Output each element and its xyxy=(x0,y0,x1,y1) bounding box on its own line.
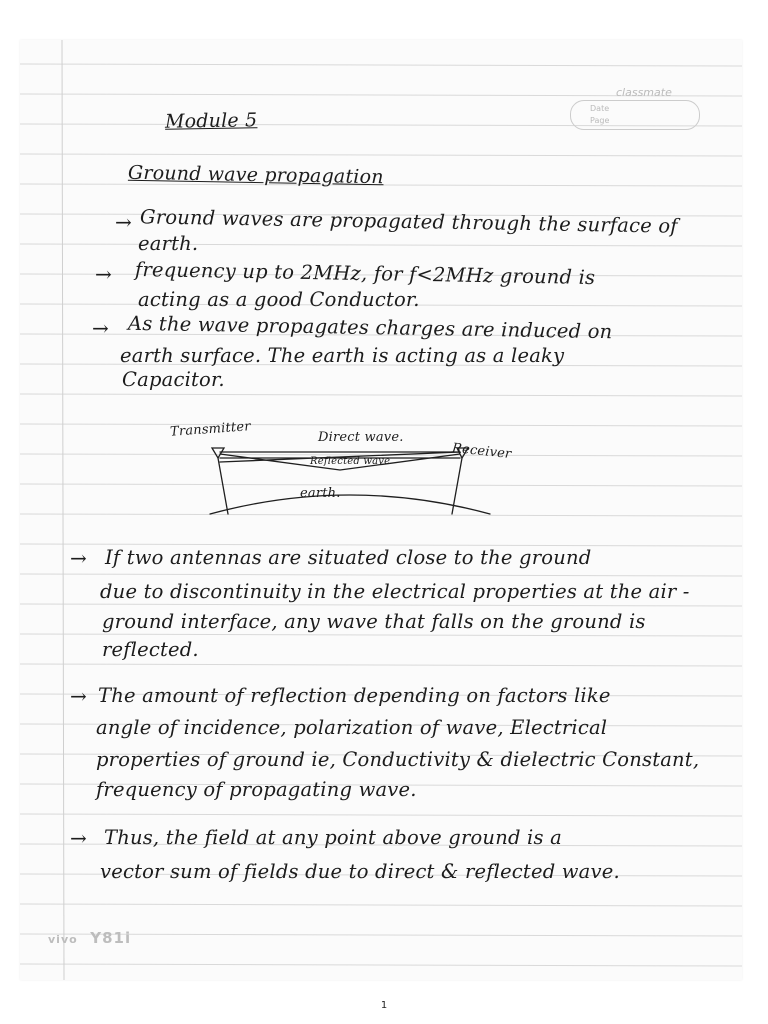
ruled-line xyxy=(20,634,742,636)
bullet-4-line-1: If two antennas are situated close to the ground xyxy=(105,546,592,569)
topic-heading: Ground wave propagation xyxy=(127,161,384,189)
transmitter-mast xyxy=(218,458,228,514)
bullet-1-line-2: earth. xyxy=(138,232,199,255)
bullet-1-line-1: Ground waves are propagated through the surface of xyxy=(139,205,678,238)
bullet-arrow: → xyxy=(95,262,112,286)
ruled-line xyxy=(20,904,742,906)
ruled-line xyxy=(20,64,742,66)
watermark-model: Y81i xyxy=(90,929,132,947)
ruled-line xyxy=(20,814,742,816)
stamp-date-field: Date xyxy=(590,104,610,113)
bullet-2-line-1: frequency up to 2MHz, for f<2MHz ground is xyxy=(134,257,596,290)
bullet-5-line-3: properties of ground ie, Conductivity & dielectric Constant, xyxy=(96,748,700,771)
reflected-wave-label: Reflected wave xyxy=(310,456,391,467)
bullet-arrow: → xyxy=(115,210,132,234)
watermark-brand: vivo xyxy=(48,933,78,946)
module-heading: Module 5 xyxy=(164,109,258,133)
bullet-3-line-1: As the wave propagates charges are induced on xyxy=(127,311,613,344)
camera-watermark xyxy=(48,928,131,947)
bullet-arrow: → xyxy=(92,316,109,340)
ruled-line xyxy=(20,154,742,156)
ruled-line xyxy=(20,604,742,606)
bullet-6-line-2: vector sum of fields due to direct & reflected wave. xyxy=(100,860,620,883)
stamp-brand: classmate xyxy=(616,86,672,99)
earth-curve xyxy=(210,495,490,514)
ruled-line xyxy=(20,574,742,576)
bullet-5-line-2: angle of incidence, polarization of wave, Electrical xyxy=(96,716,608,739)
earth-label: earth. xyxy=(300,486,341,501)
bullet-3-line-3: Capacitor. xyxy=(122,368,225,391)
bullet-6-line-1: Thus, the field at any point above ground is a xyxy=(104,826,562,849)
margin-line xyxy=(62,40,64,980)
ruled-line xyxy=(20,394,742,396)
bullet-5-line-4: frequency of propagating wave. xyxy=(96,778,417,801)
notebook-page xyxy=(20,40,742,980)
bullet-arrow: → xyxy=(70,826,87,850)
transmitter-label: Transmitter xyxy=(169,419,252,440)
page-number: 1 xyxy=(380,1000,388,1011)
bullet-2-line-2: acting as a good Conductor. xyxy=(138,288,420,311)
bullet-4-line-3: ground interface, any wave that falls on the ground is xyxy=(102,610,646,633)
stamp-page-field: Page xyxy=(590,116,610,125)
direct-wave-label: Direct wave. xyxy=(318,430,404,445)
bullet-arrow: → xyxy=(70,546,87,570)
bullet-arrow: → xyxy=(70,684,87,708)
bullet-3-line-2: earth surface. The earth is acting as a leaky xyxy=(120,344,565,367)
bullet-4-line-4: reflected. xyxy=(102,638,199,661)
bullet-5-line-1: The amount of reflection depending on factors like xyxy=(98,684,611,707)
bullet-4-line-2: due to discontinuity in the electrical properties at the air - xyxy=(100,580,690,603)
ruled-line xyxy=(20,664,742,666)
ruled-line xyxy=(20,244,742,246)
transmitter-antenna xyxy=(212,448,224,458)
notebook-brand-stamp xyxy=(560,86,710,136)
ruled-line xyxy=(20,964,742,966)
receiver-label: Receiver xyxy=(451,440,513,463)
